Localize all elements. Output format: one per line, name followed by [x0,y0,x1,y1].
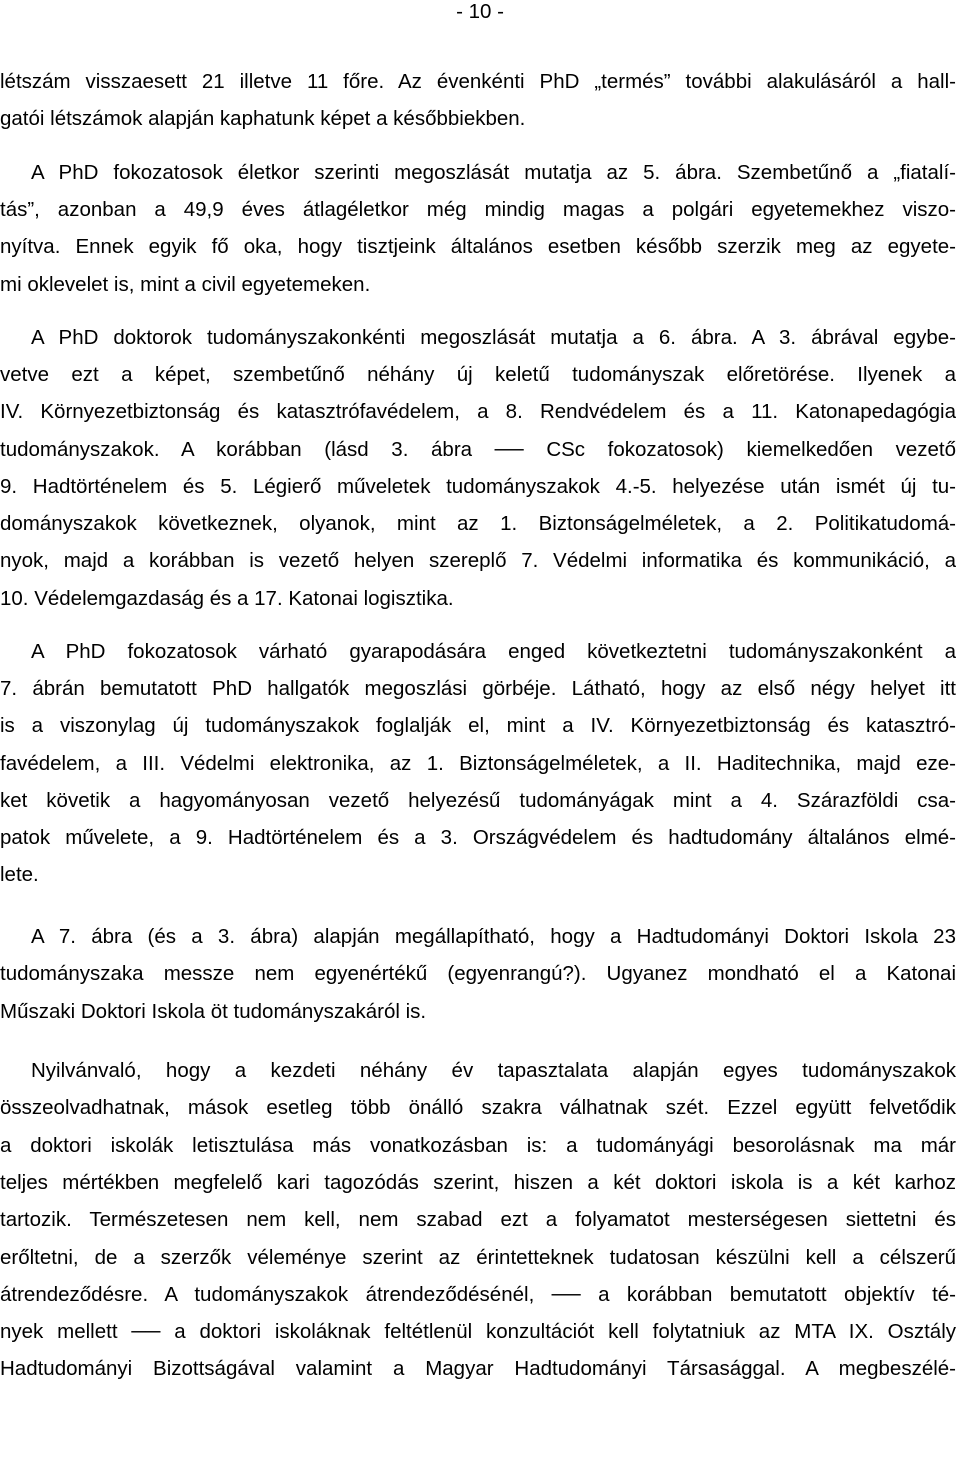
page-number: - 10 - [456,0,504,23]
text-line: vetve ezt a képet, szembetűnő néhány új keletű tudományszak előretörése. Ilyenek a [0,363,956,386]
text-line: A PhD fokozatosok várható gyarapodására enged következtetni tudományszakonként a [31,640,956,663]
text-line: favédelem, a III. Védelmi elektronika, az 1. Biztonságelméletek, a II. Haditechnika, majd eze- [0,752,956,775]
text-line: Hadtudományi Bizottságával valamint a Magyar Hadtudományi Társasággal. A megbeszélé- [0,1357,956,1380]
text-line: Nyilvánvaló, hogy a kezdeti néhány év tapasztalata alapján egyes tudományszakok [31,1059,956,1082]
text-line: IV. Környezetbiztonság és katasztrófavédelem, a 8. Rendvédelem és a 11. Katonapedagógia [0,400,956,423]
text-line: tartozik. Természetesen nem kell, nem szabad ezt a folyamatot mesterségesen siettetni és [0,1208,956,1231]
text-line: dományszakok következnek, olyanok, mint az 1. Biztonságelméletek, a 2. Politikatudomá- [0,512,956,535]
text-line: Műszaki Doktori Iskola öt tudományszakáról is. [0,1000,427,1023]
text-line: teljes mértékben megfelelő kari tagozódás szerint, hiszen a két doktori iskola is a két karhoz [0,1171,956,1194]
text-line: a doktori iskolák letisztulása más vonatkozásban is: a tudományági besorolásnak ma már [0,1134,956,1157]
text-line: A 7. ábra (és a 3. ábra) alapján megállapítható, hogy a Hadtudományi Doktori Iskola 23 [31,925,956,948]
text-line: erőltetni, de a szerzők véleménye szerint az érintetteknek tudatosan készülni kell a célszerű [0,1246,956,1269]
text-line: tudományszaka messze nem egyenértékű (egyenrangú?). Ugyanez mondható el a Katonai [0,962,956,985]
text-line: patok művelete, a 9. Hadtörténelem és a 3. Országvédelem és hadtudomány általános elmé- [0,826,956,849]
text-line: gatói létszámok alapján kaphatunk képet a későbbiekben. [0,107,526,130]
text-line: összeolvadhatnak, mások esetleg több önálló szakra válhatnak szét. Ezzel együtt felvetődik [0,1096,956,1119]
text-line: mi oklevelet is, mint a civil egyetemeken. [0,273,371,296]
text-line: tás”, azonban a 49,9 éves átlagéletkor még mindig magas a polgári egyetemekhez viszo- [0,198,956,221]
text-line: létszám visszaesett 21 illetve 11 főre. Az évenkénti PhD „termés” további alakulásáról a hall- [0,70,956,93]
text-line: nyok, majd a korábban is vezető helyen szereplő 7. Védelmi informatika és kommunikáció, a [0,549,956,572]
text-line: is a viszonylag új tudományszakok foglalják el, mint a IV. Környezetbiztonság és katasztró- [0,714,956,737]
text-line: A PhD doktorok tudományszakonkénti megoszlását mutatja a 6. ábra. A 3. ábrával egybe- [31,326,956,349]
text-line: tudományszakok. A korábban (lásd 3. ábra ── CSc fokozatosok) kiemelkedően vezető [0,438,956,461]
text-line: A PhD fokozatosok életkor szerinti megoszlását mutatja az 5. ábra. Szembetűnő a „fiatalí- [31,161,956,184]
text-line: ket követik a hagyományosan vezető helyezésű tudományágak mint a 4. Szárazföldi csa- [0,789,956,812]
text-line: átrendeződésre. A tudományszakok átrendeződésénél, ── a korábban bemutatott objektív té- [0,1283,956,1306]
text-line: nyítva. Ennek egyik fő oka, hogy tisztjeink általános esetben később szerzik meg az egyete- [0,235,956,258]
text-line: lete. [0,863,39,886]
text-line: 10. Védelemgazdaság és a 17. Katonai logisztika. [0,587,454,610]
text-line: nyek mellett ── a doktori iskoláknak feltétlenül konzultációt kell folytatniuk az MTA IX. Osztály [0,1320,956,1343]
text-line: 7. ábrán bemutatott PhD hallgatók megoszlási görbéje. Látható, hogy az első négy helyet itt [0,677,956,700]
text-line: 9. Hadtörténelem és 5. Légierő műveletek tudományszakok 4.-5. helyezése után ismét új tu- [0,475,956,498]
